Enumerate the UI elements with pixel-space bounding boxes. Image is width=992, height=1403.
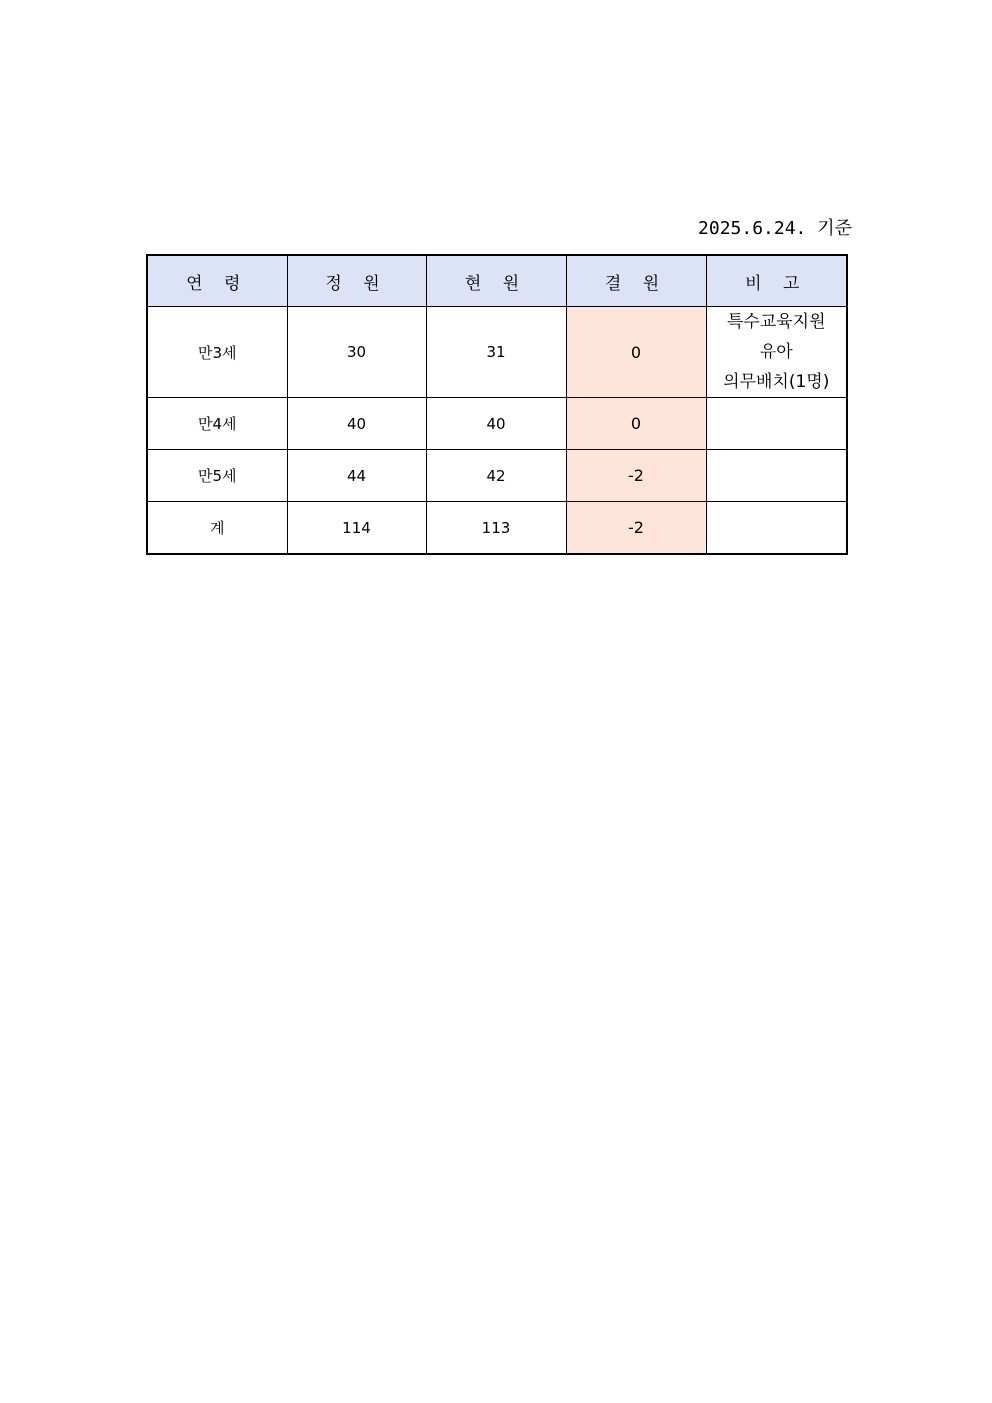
vacancy-cell: 0	[566, 307, 706, 398]
age-cell: 만4세	[147, 398, 287, 450]
age-cell: 만5세	[147, 450, 287, 502]
note-line: 특수교육지원	[726, 312, 826, 332]
vacancy-cell: -2	[566, 502, 706, 555]
table-header-row	[147, 255, 847, 307]
vacancy-cell: -2	[566, 450, 706, 502]
note-cell	[706, 450, 847, 502]
table-row	[147, 450, 847, 502]
enrollment-table	[146, 254, 848, 555]
table-row	[147, 307, 847, 398]
current-cell: 42	[426, 450, 566, 502]
current-cell: 113	[426, 502, 566, 555]
current-cell: 31	[426, 307, 566, 398]
note-line: 유아	[759, 342, 793, 362]
table-row	[147, 398, 847, 450]
capacity-cell: 40	[287, 398, 426, 450]
header-capacity: 정 원	[287, 255, 426, 307]
capacity-cell: 114	[287, 502, 426, 555]
capacity-cell: 44	[287, 450, 426, 502]
total-row	[147, 502, 847, 555]
header-note: 비 고	[706, 255, 847, 307]
header-current: 현 원	[426, 255, 566, 307]
note-line: 의무배치(1명)	[723, 372, 830, 392]
age-cell: 만3세	[147, 307, 287, 398]
age-cell: 계	[147, 502, 287, 555]
current-cell: 40	[426, 398, 566, 450]
vacancy-cell: 0	[566, 398, 706, 450]
header-vacancy: 결 원	[566, 255, 706, 307]
note-cell	[706, 502, 847, 555]
capacity-cell: 30	[287, 307, 426, 398]
reference-date: 2025.6.24. 기준	[698, 218, 852, 239]
note-cell	[706, 398, 847, 450]
header-age: 연 령	[147, 255, 287, 307]
note-cell	[706, 307, 847, 398]
